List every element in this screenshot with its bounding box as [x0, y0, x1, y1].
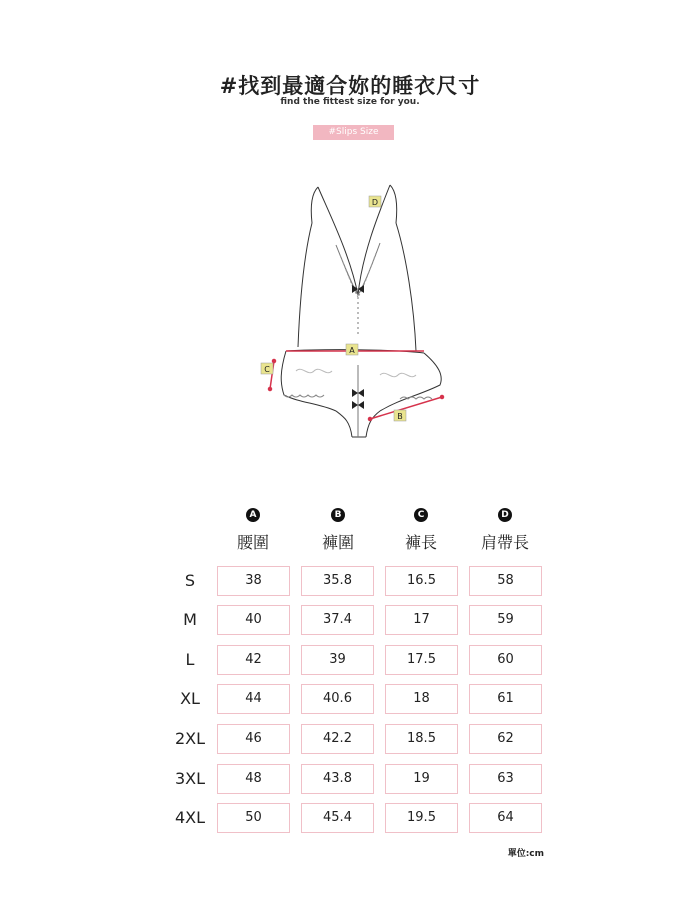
table-cell: 40.6	[301, 684, 374, 714]
table-cell: 62	[469, 724, 542, 754]
svg-text:A: A	[349, 346, 355, 355]
table-cell: 46	[217, 724, 290, 754]
col-label-hip: 褲圍	[321, 533, 354, 552]
table-cell: 58	[469, 566, 542, 596]
section-tag: #Slips Size	[313, 125, 394, 140]
table-cell: 42.2	[301, 724, 374, 754]
svg-text:D: D	[371, 198, 379, 207]
table-cell: 39	[301, 645, 374, 675]
badge-a: A	[246, 508, 260, 522]
page-title: #找到最適合妳的睡衣尺寸	[219, 74, 481, 98]
table-cell: 38	[217, 566, 290, 596]
right-side	[396, 223, 416, 351]
table-cell: 61	[469, 684, 542, 714]
garment-diagram	[240, 175, 460, 445]
svg-text:B: B	[397, 412, 403, 421]
table-cell: 43.8	[301, 764, 374, 794]
size-label-m: M	[183, 610, 197, 629]
table-cell: 44	[217, 684, 290, 714]
col-label-strap: 肩帶長	[480, 533, 529, 552]
page-subtitle: find the fittest size for you.	[280, 97, 420, 107]
table-cell: 48	[217, 764, 290, 794]
col-label-waist: 腰圍	[236, 533, 269, 552]
col-header-hip	[298, 508, 378, 553]
marker-b	[394, 410, 406, 421]
unit-note: 單位:cm	[507, 849, 544, 859]
table-cell: 35.8	[301, 566, 374, 596]
right-leg	[366, 353, 441, 437]
size-label-2xl: 2XL	[174, 729, 206, 748]
badge-b: B	[331, 508, 345, 522]
table-cell: 17	[385, 605, 458, 635]
left-leg	[281, 351, 352, 437]
table-cell: 45.4	[301, 803, 374, 833]
table-cell: 50	[217, 803, 290, 833]
svg-text:C: C	[264, 365, 270, 374]
left-side	[298, 223, 312, 347]
table-cell: 37.4	[301, 605, 374, 635]
table-cell: 40	[217, 605, 290, 635]
table-cell: 16.5	[385, 566, 458, 596]
table-cell: 19	[385, 764, 458, 794]
marker-a	[346, 344, 358, 355]
table-cell: 63	[469, 764, 542, 794]
marker-c	[261, 363, 273, 374]
size-label-s: S	[184, 571, 196, 590]
table-cell: 60	[469, 645, 542, 675]
col-header-waist	[213, 508, 293, 553]
table-cell: 42	[217, 645, 290, 675]
marker-d	[369, 196, 381, 207]
badge-d: D	[498, 508, 512, 522]
table-cell: 59	[469, 605, 542, 635]
table-cell: 18	[385, 684, 458, 714]
table-cell: 17.5	[385, 645, 458, 675]
col-label-length: 褲長	[404, 533, 437, 552]
table-cell: 19.5	[385, 803, 458, 833]
badge-c: C	[414, 508, 428, 522]
size-label-l: L	[185, 650, 195, 669]
col-header-strap	[465, 508, 545, 553]
right-strap	[390, 185, 397, 223]
size-label-xl: XL	[180, 689, 200, 708]
col-header-length	[381, 508, 461, 553]
size-label-4xl: 4XL	[174, 808, 206, 827]
left-strap	[311, 187, 318, 223]
table-cell: 18.5	[385, 724, 458, 754]
size-label-3xl: 3XL	[174, 769, 206, 788]
table-cell: 64	[469, 803, 542, 833]
